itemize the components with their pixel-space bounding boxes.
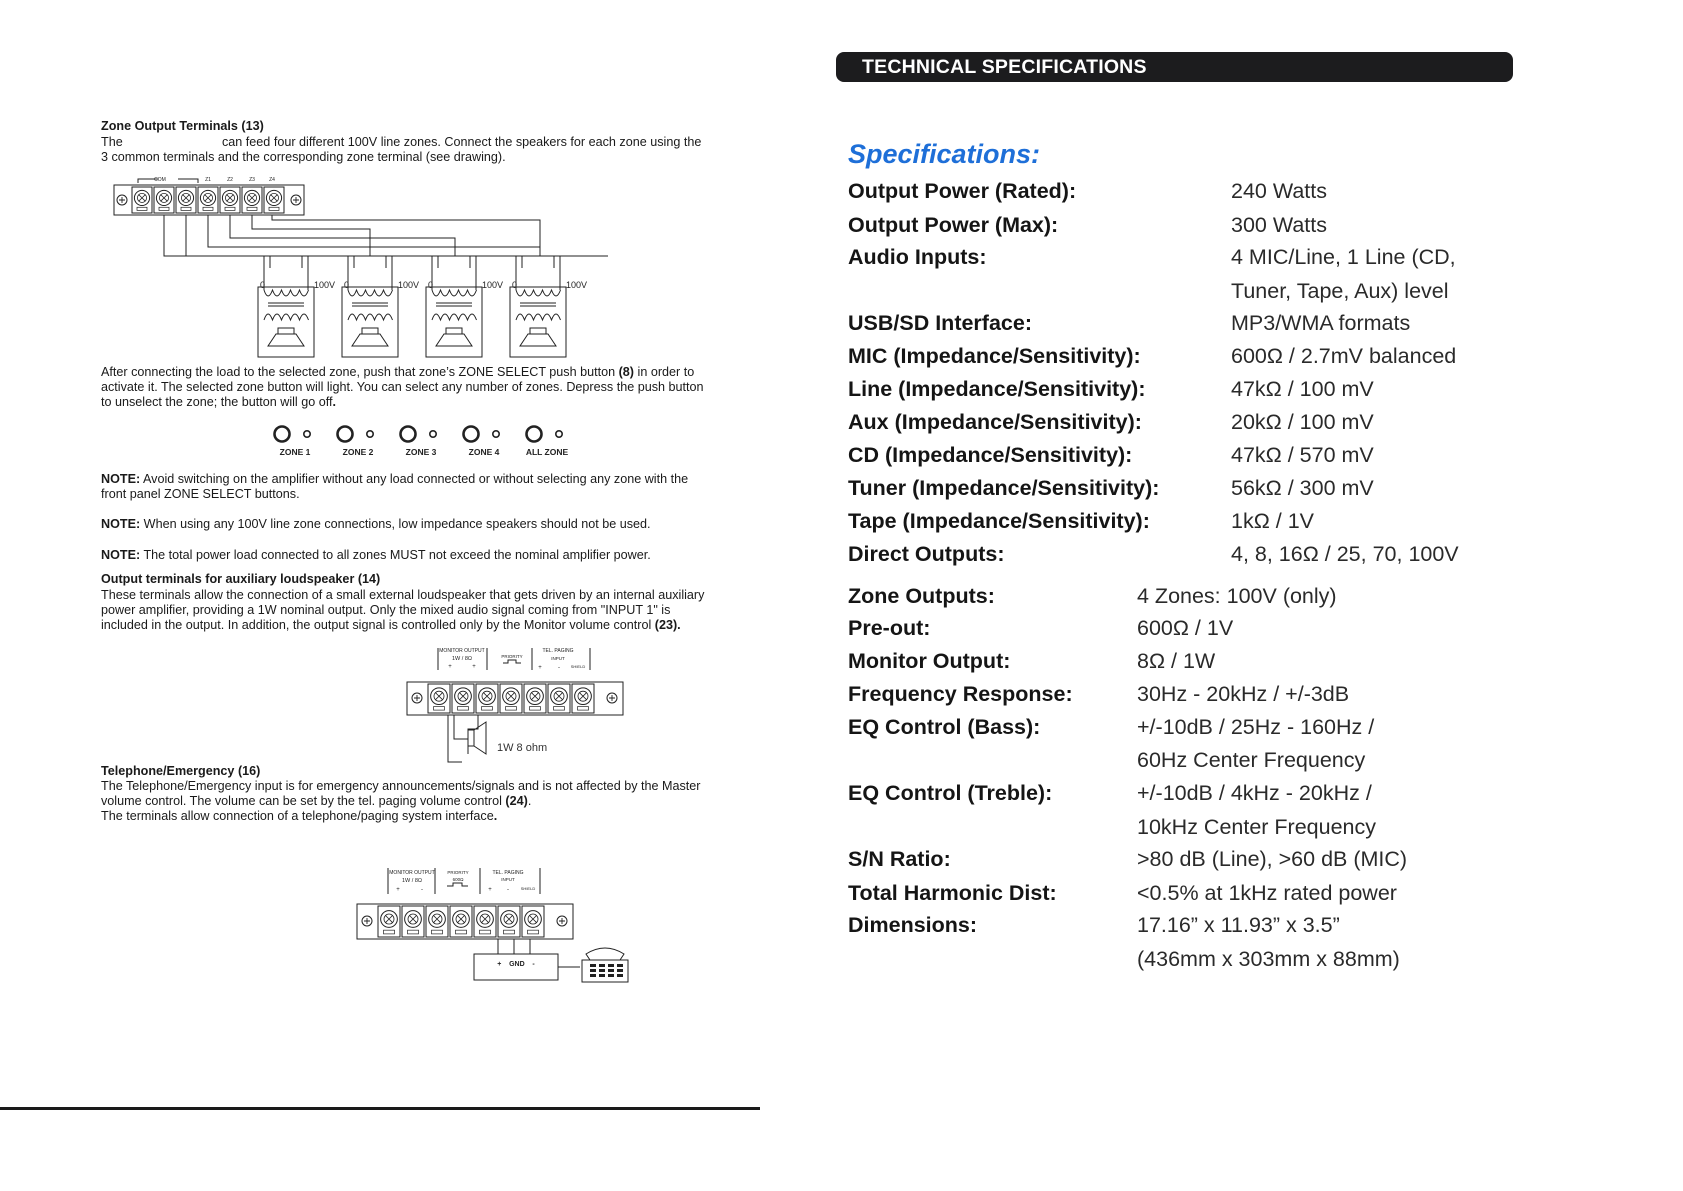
spec-label: Output Power (Rated): — [848, 179, 1077, 203]
zone-terminal-2 — [154, 187, 174, 213]
spec-value: >80 dB (Line), >60 dB (MIC) — [1137, 847, 1408, 871]
spec-label: Total Harmonic Dist: — [848, 881, 1057, 905]
aux-line1: These terminals allow the connection of a small external loudspeaker that gets driven by an internal auxiliary — [101, 588, 705, 602]
tel-terminal-1-screw — [381, 911, 398, 928]
spec-label: MIC (Impedance/Sensitivity): — [848, 344, 1141, 368]
tel-ref: (24) — [505, 794, 528, 808]
aux-heading: Output terminals for auxiliary loudspeaker (14) — [101, 572, 381, 586]
zone-terminal-3 — [176, 187, 196, 213]
tel-line3-end: . — [493, 809, 498, 823]
note2 — [101, 517, 651, 532]
spec-label: EQ Control (Treble): — [848, 781, 1053, 805]
spec-value: 17.16” x 11.93” x 3.5” — [1137, 913, 1340, 937]
mount-screw-right — [291, 195, 301, 205]
tel-terminal-2-screw — [405, 911, 422, 928]
zone-button-4 — [464, 427, 500, 458]
zone-terminal-1 — [132, 187, 152, 213]
spec-value: 4, 8, 16Ω / 25, 70, 100V — [1231, 542, 1459, 566]
after-connect-line1a: After connecting the load to the selected zone, push that zone’s ZONE SELECT push button — [101, 365, 616, 379]
spec-value: 20kΩ / 100 mV — [1231, 410, 1374, 434]
note3-text: The total power load connected to all zones MUST not exceed the nominal amplifier power. — [140, 548, 651, 562]
note3-label: NOTE: — [101, 548, 141, 562]
after-connect-line1 — [101, 365, 694, 380]
spec-label: CD (Impedance/Sensitivity): — [848, 443, 1133, 467]
spec-value: 240 Watts — [1231, 179, 1327, 203]
tel-diag-plus-1: + — [396, 887, 400, 893]
tel-terminal-3-screw — [429, 911, 446, 928]
note2-text: When using any 100V line zone connections, low impedance speakers should not be used. — [140, 517, 651, 531]
after-connect-line2: activate it. The selected zone button will light. You can select any number of zones. Depress the push button — [101, 380, 704, 394]
aux-terminal-6-screw — [551, 688, 568, 705]
spec-value: +/-10dB / 4kHz - 20kHz / — [1137, 781, 1372, 805]
tel-mount-screw-right — [557, 916, 567, 926]
tel-terminal-7 — [522, 906, 544, 937]
tel-line2a: volume control. The volume can be set by the tel. paging volume control — [101, 794, 502, 808]
zone-button-2 — [338, 427, 374, 458]
spec-value-continued: 60Hz Center Frequency — [1137, 748, 1366, 772]
spec-label: Output Power (Max): — [848, 213, 1059, 237]
zone-output-line2: 3 common terminals and the corresponding zone terminal (see drawing). — [101, 150, 506, 164]
zone-select-buttons — [262, 420, 582, 462]
aux-monitor-output-label: MONITOR OUTPUT — [439, 648, 485, 654]
tap-100v-label: 100V — [314, 280, 336, 290]
aux-terminal-2-screw — [455, 688, 472, 705]
spec-label: Frequency Response: — [848, 682, 1073, 706]
tel-line3a: The terminals allow connection of a telephone/paging system interface — [101, 809, 494, 823]
tap-100v-label: 100V — [398, 280, 420, 290]
spec-value: MP3/WMA formats — [1231, 311, 1411, 335]
zone-button-label: ZONE 3 — [405, 447, 437, 457]
aux-line3 — [101, 618, 681, 633]
zone-wiring-diagram — [100, 170, 610, 362]
tel-monitor-output-label: MONITOR OUTPUT — [389, 870, 435, 876]
zone-terminal-4-screw — [200, 190, 215, 205]
zone-terminal-6-screw — [244, 190, 259, 205]
zone-button-label: ZONE 4 — [468, 447, 500, 457]
aux-monitor-spec: 1W / 8Ω — [451, 656, 473, 662]
tap-100v-label: 100V — [566, 280, 588, 290]
zone-button-1 — [275, 427, 311, 458]
spec-value: 4 Zones: 100V (only) — [1137, 584, 1337, 608]
tel-priority-spec: 600Ω — [452, 877, 464, 882]
note2-label: NOTE: — [101, 517, 141, 531]
svg-text:COM: COM — [154, 177, 166, 183]
tel-terminal-5-screw — [477, 911, 494, 928]
spec-value: 600Ω / 1V — [1137, 616, 1234, 640]
spec-value-continued: (436mm x 303mm x 88mm) — [1137, 947, 1400, 971]
tap-zero-label: 0 — [428, 280, 434, 290]
note1-label: NOTE: — [101, 472, 141, 486]
tel-diag-plus-2: + — [488, 887, 492, 893]
spec-label: Aux (Impedance/Sensitivity): — [848, 410, 1142, 434]
note1-text: Avoid switching on the amplifier without any load connected or without selecting any zone with the — [140, 472, 689, 486]
spec-value: 8Ω / 1W — [1137, 649, 1216, 673]
z3-label: Z3 — [249, 177, 255, 183]
aux-terminal-3-screw — [479, 688, 496, 705]
spec-value-continued: Tuner, Tape, Aux) level — [1231, 279, 1449, 303]
spec-value: 56kΩ / 300 mV — [1231, 476, 1374, 500]
aux-terminal-4 — [500, 684, 522, 713]
spec-label: Direct Outputs: — [848, 542, 1005, 566]
zone-button-label: ZONE 1 — [279, 447, 311, 457]
zone-output-line1b: can feed four different 100V line zones. Connect the speakers for each zone using the — [222, 135, 702, 149]
aux-terminal-2 — [452, 684, 474, 713]
aux-terminal-diagram — [404, 644, 626, 768]
spec-value: 4 MIC/Line, 1 Line (CD, — [1231, 245, 1456, 269]
spec-label: Audio Inputs: — [848, 245, 987, 269]
spec-label: Tape (Impedance/Sensitivity): — [848, 509, 1150, 533]
zone-output-line1a: The — [101, 135, 123, 149]
specifications-title: Specifications: — [848, 139, 1041, 169]
tap-zero-label: 0 — [260, 280, 266, 290]
tel-line2 — [101, 794, 531, 809]
aux-mount-screw-left — [412, 693, 422, 703]
tap-100v-label: 100V — [482, 280, 504, 290]
tel-terminal-2 — [402, 906, 424, 937]
spec-label: Dimensions: — [848, 913, 978, 937]
zone-speaker-2 — [342, 256, 419, 357]
page-bottom-rule — [0, 1107, 760, 1110]
tel-priority-label: PRIORITY — [447, 870, 469, 875]
after-connect-ref: (8) — [618, 365, 635, 379]
zone-terminal-5-screw — [222, 190, 237, 205]
aux-line3a: included in the output. In addition, the output signal is controlled only by the Monitor volume control — [101, 618, 652, 632]
aux-terminal-6 — [548, 684, 570, 713]
spec-value: 47kΩ / 100 mV — [1231, 377, 1374, 401]
z2-label: Z2 — [227, 177, 233, 183]
com-label — [154, 177, 166, 183]
aux-terminal-5-screw — [527, 688, 544, 705]
spec-label: EQ Control (Bass): — [848, 715, 1041, 739]
aux-tel-paging-label: TEL. PAGING — [542, 648, 574, 654]
spec-label: Monitor Output: — [848, 649, 1011, 673]
tel-tel-paging-label: TEL. PAGING — [492, 870, 524, 876]
tel-terminal-4-screw — [453, 911, 470, 928]
zone-terminal-7 — [264, 187, 284, 213]
spec-label: S/N Ratio: — [848, 847, 951, 871]
note3 — [101, 548, 651, 563]
zone-terminal-1-screw — [134, 190, 149, 205]
spec-value: 47kΩ / 570 mV — [1231, 443, 1374, 467]
tel-monitor-spec: 1W / 8Ω — [401, 878, 423, 884]
after-connect-line3a: to unselect the zone; the button will go off — [101, 395, 333, 409]
tel-line3 — [101, 809, 497, 824]
tel-terminal-5 — [474, 906, 496, 937]
tap-zero-label: 0 — [344, 280, 350, 290]
after-connect-line3-end: . — [332, 395, 337, 409]
spec-label: Line (Impedance/Sensitivity): — [848, 377, 1146, 401]
zone-button-5 — [526, 427, 569, 458]
aux-shield-label: SHIELD — [570, 664, 586, 669]
spec-label: Pre-out: — [848, 616, 931, 640]
after-connect-line3 — [101, 395, 336, 410]
tel-line2-end: . — [527, 794, 532, 808]
aux-priority-label: PRIORITY — [501, 654, 523, 659]
spec-value-continued: 10kHz Center Frequency — [1137, 815, 1376, 839]
zone-speakers — [258, 256, 587, 357]
zone-terminal-2-screw — [156, 190, 171, 205]
tel-heading: Telephone/Emergency (16) — [101, 764, 261, 778]
aux-mount-screw-right — [607, 693, 617, 703]
aux-terminal-5 — [524, 684, 546, 713]
aux-tel-plus: + — [538, 665, 542, 671]
zone-terminal-4 — [198, 187, 218, 213]
tel-terminal-6-screw — [501, 911, 518, 928]
aux-tel-minus: - — [558, 665, 560, 671]
aux-terminal-7 — [572, 684, 594, 713]
tel-terminal-3 — [426, 906, 448, 937]
aux-terminal-3 — [476, 684, 498, 713]
aux-terminal-7-screw — [575, 688, 592, 705]
zone-terminal-7-screw — [266, 190, 281, 205]
tel-diag-minus-2: - — [507, 887, 509, 893]
spec-value: <0.5% at 1kHz rated power — [1137, 881, 1397, 905]
aux-plus-2: + — [472, 664, 476, 670]
spec-value: +/-10dB / 25Hz - 160Hz / — [1137, 715, 1375, 739]
spec-label: Zone Outputs: — [848, 584, 995, 608]
tel-terminal-1 — [378, 906, 400, 937]
tap-zero-label: 0 — [512, 280, 518, 290]
aux-speaker-label: 1W 8 ohm — [497, 742, 548, 754]
zone-output-heading: Zone Output Terminals (13) — [101, 119, 264, 133]
note1-line1 — [101, 472, 688, 487]
aux-terminal-1-screw — [431, 688, 448, 705]
tel-terminal-6 — [498, 906, 520, 937]
spec-label: USB/SD Interface: — [848, 311, 1032, 335]
tel-shield-label: SHIELD — [520, 886, 536, 891]
zone-button-label: ZONE 2 — [342, 447, 374, 457]
mount-screw-left — [117, 195, 127, 205]
zone-button-3 — [401, 427, 437, 458]
tech-spec-banner — [836, 52, 1513, 82]
spec-value: 600Ω / 2.7mV balanced — [1231, 344, 1457, 368]
gnd-box-label: + GND - — [497, 961, 535, 968]
tech-spec-banner-title: TECHNICAL SPECIFICATIONS — [862, 56, 1147, 78]
aux-plus-1: + — [448, 664, 452, 670]
tel-diag-minus-1: - — [421, 887, 423, 893]
zone-terminal-5 — [220, 187, 240, 213]
after-connect-line1b: in order to — [634, 365, 695, 379]
note1-line2: front panel ZONE SELECT buttons. — [101, 487, 300, 501]
spec-value: 300 Watts — [1231, 213, 1327, 237]
aux-input-label: INPUT — [551, 656, 565, 661]
spec-value: 30Hz - 20kHz / +/-3dB — [1137, 682, 1350, 706]
spec-label: Tuner (Impedance/Sensitivity): — [848, 476, 1160, 500]
spec-value: 1kΩ / 1V — [1231, 509, 1314, 533]
zone-terminal-3-screw — [178, 190, 193, 205]
zone-speaker-3 — [426, 256, 503, 357]
tel-terminal-7-screw — [525, 911, 542, 928]
aux-terminal-4-screw — [503, 688, 520, 705]
z1-label: Z1 — [205, 177, 211, 183]
tel-input-label: INPUT — [501, 877, 515, 882]
zone-terminal-6 — [242, 187, 262, 213]
aux-terminal-1 — [428, 684, 450, 713]
tel-terminal-diagram — [354, 864, 634, 986]
aux-line2: power amplifier, providing a 1W nominal output. Only the mixed audio signal coming from "INPUT 1" is — [101, 603, 671, 617]
zone-speaker-4 — [510, 256, 587, 357]
tel-terminal-4 — [450, 906, 472, 937]
aux-ref: (23). — [654, 618, 681, 632]
tel-mount-screw-left — [362, 916, 372, 926]
tel-line1: The Telephone/Emergency input is for emergency announcements/signals and is not affected by the Master — [101, 779, 701, 793]
z4-label: Z4 — [269, 177, 275, 183]
zone-speaker-1 — [258, 256, 335, 357]
zone-button-label: ALL ZONE — [525, 447, 569, 457]
